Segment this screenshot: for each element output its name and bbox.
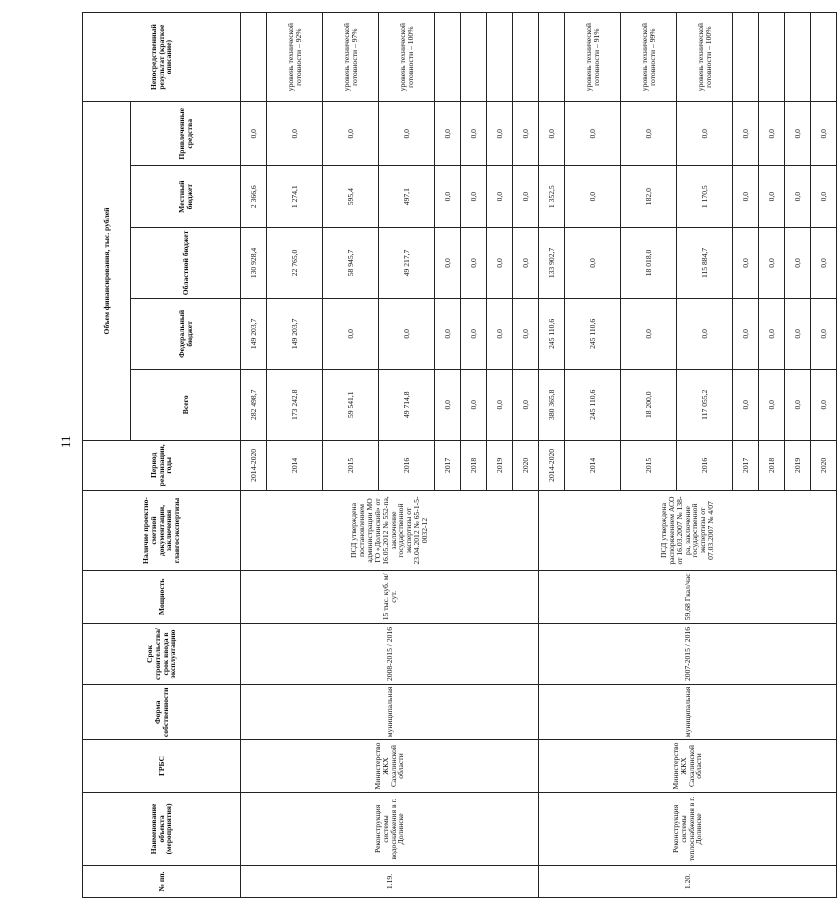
cell-result xyxy=(461,13,487,102)
cell-local: 0,0 xyxy=(785,166,811,228)
cell-result xyxy=(513,13,539,102)
cell-total: 380 365,8 xyxy=(539,369,565,440)
object-name: Реконструкция системы водоснабжения в г. Долинске xyxy=(241,792,539,865)
cell-total: 0,0 xyxy=(785,369,811,440)
cell-total: 59 541,1 xyxy=(323,369,379,440)
header-grbs: ГРБС xyxy=(83,740,241,793)
header-period-build: Срок строительства/ срок ввода в эксплуатацию xyxy=(83,623,241,685)
cell-year: 2018 xyxy=(461,440,487,490)
cell-total: 0,0 xyxy=(733,369,759,440)
cell-regional: 0,0 xyxy=(461,228,487,299)
cell-year: 2015 xyxy=(621,440,677,490)
cell-attracted: 0,0 xyxy=(733,102,759,166)
cell-result: уровень технической готовности – 92% xyxy=(267,13,323,102)
cell-regional: 18 018,0 xyxy=(621,228,677,299)
cell-result xyxy=(487,13,513,102)
object-name: Реконструкция системы теплоснабжения в г. Долинске xyxy=(539,792,837,865)
cell-year: 2019 xyxy=(487,440,513,490)
cell-regional: 58 945,7 xyxy=(323,228,379,299)
object-capacity: 59,68 Гкал/час xyxy=(539,571,837,624)
cell-regional: 0,0 xyxy=(733,228,759,299)
cell-federal: 0,0 xyxy=(513,298,539,369)
cell-year: 2017 xyxy=(733,440,759,490)
cell-federal: 0,0 xyxy=(379,298,435,369)
cell-year: 2014-2020 xyxy=(539,440,565,490)
cell-total: 0,0 xyxy=(759,369,785,440)
cell-local: 0,0 xyxy=(461,166,487,228)
cell-total: 173 242,8 xyxy=(267,369,323,440)
cell-regional: 115 884,7 xyxy=(677,228,733,299)
cell-federal: 0,0 xyxy=(621,298,677,369)
header-federal: Федеральный бюджет xyxy=(131,298,241,369)
cell-total: 0,0 xyxy=(811,369,837,440)
cell-attracted: 0,0 xyxy=(267,102,323,166)
cell-attracted: 0,0 xyxy=(379,102,435,166)
cell-local: 0,0 xyxy=(811,166,837,228)
cell-federal: 149 203,7 xyxy=(267,298,323,369)
cell-local: 2 366,6 xyxy=(241,166,267,228)
header-psd: Наличие проектно-сметной документации, заключения главгосэкспертизы xyxy=(83,491,241,571)
cell-result: уровень технической готовности – 100% xyxy=(677,13,733,102)
object-period-build: 2008-2015 / 2016 xyxy=(241,623,539,685)
cell-result xyxy=(759,13,785,102)
cell-attracted: 0,0 xyxy=(785,102,811,166)
cell-local: 0,0 xyxy=(513,166,539,228)
cell-federal: 245 110,6 xyxy=(565,298,621,369)
page-number: 11 xyxy=(58,435,73,448)
cell-federal: 0,0 xyxy=(785,298,811,369)
financing-table xyxy=(82,12,837,898)
cell-total: 0,0 xyxy=(513,369,539,440)
cell-regional: 0,0 xyxy=(759,228,785,299)
header-name: Наименование объекта (мероприятия) xyxy=(83,792,241,865)
cell-federal: 0,0 xyxy=(487,298,513,369)
cell-attracted: 0,0 xyxy=(565,102,621,166)
header-result: Непосредственный результат (краткое описание) xyxy=(83,13,241,102)
cell-federal: 0,0 xyxy=(435,298,461,369)
cell-attracted: 0,0 xyxy=(811,102,837,166)
cell-federal: 245 110,6 xyxy=(539,298,565,369)
cell-year: 2014 xyxy=(565,440,621,490)
cell-year: 2014 xyxy=(267,440,323,490)
cell-regional: 49 217,7 xyxy=(379,228,435,299)
cell-attracted: 0,0 xyxy=(539,102,565,166)
cell-result xyxy=(539,13,565,102)
header-capacity: Мощность xyxy=(83,571,241,624)
cell-local: 182,0 xyxy=(621,166,677,228)
cell-attracted: 0,0 xyxy=(621,102,677,166)
cell-result xyxy=(435,13,461,102)
object-ownership: муниципальная xyxy=(241,685,539,740)
cell-year: 2015 xyxy=(323,440,379,490)
cell-attracted: 0,0 xyxy=(435,102,461,166)
cell-local: 1 170,5 xyxy=(677,166,733,228)
cell-year: 2014-2020 xyxy=(241,440,267,490)
cell-federal: 0,0 xyxy=(811,298,837,369)
cell-federal: 0,0 xyxy=(759,298,785,369)
cell-local: 0,0 xyxy=(565,166,621,228)
cell-attracted: 0,0 xyxy=(677,102,733,166)
table-row xyxy=(241,13,267,898)
cell-total: 245 110,6 xyxy=(565,369,621,440)
cell-federal: 149 203,7 xyxy=(241,298,267,369)
object-period-build: 2007-2015 / 2016 xyxy=(539,623,837,685)
header-regional: Областной бюджет xyxy=(131,228,241,299)
cell-attracted: 0,0 xyxy=(461,102,487,166)
cell-regional: 0,0 xyxy=(487,228,513,299)
object-number: 1.19. xyxy=(241,866,539,898)
cell-local: 0,0 xyxy=(733,166,759,228)
cell-federal: 0,0 xyxy=(323,298,379,369)
cell-local: 497,1 xyxy=(379,166,435,228)
object-number: 1.20. xyxy=(539,866,837,898)
cell-year: 2016 xyxy=(379,440,435,490)
rotated-sheet xyxy=(82,12,828,898)
cell-result: уровень технической готовности – 99% xyxy=(621,13,677,102)
cell-total: 0,0 xyxy=(461,369,487,440)
header-total: Всего xyxy=(131,369,241,440)
cell-local: 0,0 xyxy=(435,166,461,228)
object-psd: ПСД утверждена распоряжением АСО от 16.03.2007 № 138-ра, заключение государственной экспертизы от 07.03.2007 № 4/07 xyxy=(539,491,837,571)
cell-attracted: 0,0 xyxy=(513,102,539,166)
cell-total: 117 055,2 xyxy=(677,369,733,440)
cell-regional: 0,0 xyxy=(811,228,837,299)
object-capacity: 15 тыс. куб. м/сут. xyxy=(241,571,539,624)
cell-result: уровень технической готовности – 100% xyxy=(379,13,435,102)
cell-result: уровень технической готовности – 91% xyxy=(565,13,621,102)
header-local: Местный бюджет xyxy=(131,166,241,228)
cell-year: 2018 xyxy=(759,440,785,490)
cell-regional: 22 765,0 xyxy=(267,228,323,299)
header-attracted: Привлеченные средства xyxy=(131,102,241,166)
cell-result xyxy=(785,13,811,102)
cell-regional: 0,0 xyxy=(513,228,539,299)
cell-regional: 0,0 xyxy=(565,228,621,299)
cell-year: 2016 xyxy=(677,440,733,490)
cell-local: 1 274,1 xyxy=(267,166,323,228)
table-row xyxy=(539,13,565,898)
header-row-top xyxy=(83,13,131,898)
cell-federal: 0,0 xyxy=(733,298,759,369)
object-grbs: Министерство ЖКХ Сахалинской области xyxy=(241,740,539,793)
cell-local: 0,0 xyxy=(487,166,513,228)
cell-year: 2017 xyxy=(435,440,461,490)
cell-result xyxy=(733,13,759,102)
cell-regional: 0,0 xyxy=(785,228,811,299)
cell-federal: 0,0 xyxy=(677,298,733,369)
header-ownership: Форма собственности xyxy=(83,685,241,740)
header-period-impl: Период реализации, годы xyxy=(83,440,241,490)
cell-result xyxy=(811,13,837,102)
cell-result xyxy=(241,13,267,102)
cell-local: 1 352,5 xyxy=(539,166,565,228)
cell-federal: 0,0 xyxy=(461,298,487,369)
header-financing: Объем финансирования, тыс. рублей xyxy=(83,102,131,440)
cell-total: 0,0 xyxy=(487,369,513,440)
cell-total: 0,0 xyxy=(435,369,461,440)
cell-result: уровень технической готовности – 97% xyxy=(323,13,379,102)
cell-local: 0,0 xyxy=(759,166,785,228)
cell-total: 49 714,8 xyxy=(379,369,435,440)
cell-attracted: 0,0 xyxy=(487,102,513,166)
cell-regional: 133 902,7 xyxy=(539,228,565,299)
cell-total: 18 200,0 xyxy=(621,369,677,440)
object-ownership: муниципальная xyxy=(539,685,837,740)
cell-local: 595,4 xyxy=(323,166,379,228)
cell-attracted: 0,0 xyxy=(323,102,379,166)
object-grbs: Министерство ЖКХ Сахалинской области xyxy=(539,740,837,793)
object-psd: ПСД утверждена постановлением администрации МО ГО «Долинский» от 16.05.2012 № 552-па, заключение государственной экспертизы от 23.04.2012 № 65-1-5-0032-12 xyxy=(241,491,539,571)
cell-total: 282 498,7 xyxy=(241,369,267,440)
cell-year: 2020 xyxy=(811,440,837,490)
cell-attracted: 0,0 xyxy=(241,102,267,166)
cell-regional: 0,0 xyxy=(435,228,461,299)
cell-regional: 130 928,4 xyxy=(241,228,267,299)
cell-year: 2019 xyxy=(785,440,811,490)
cell-attracted: 0,0 xyxy=(759,102,785,166)
cell-year: 2020 xyxy=(513,440,539,490)
header-no: № пп. xyxy=(83,866,241,898)
